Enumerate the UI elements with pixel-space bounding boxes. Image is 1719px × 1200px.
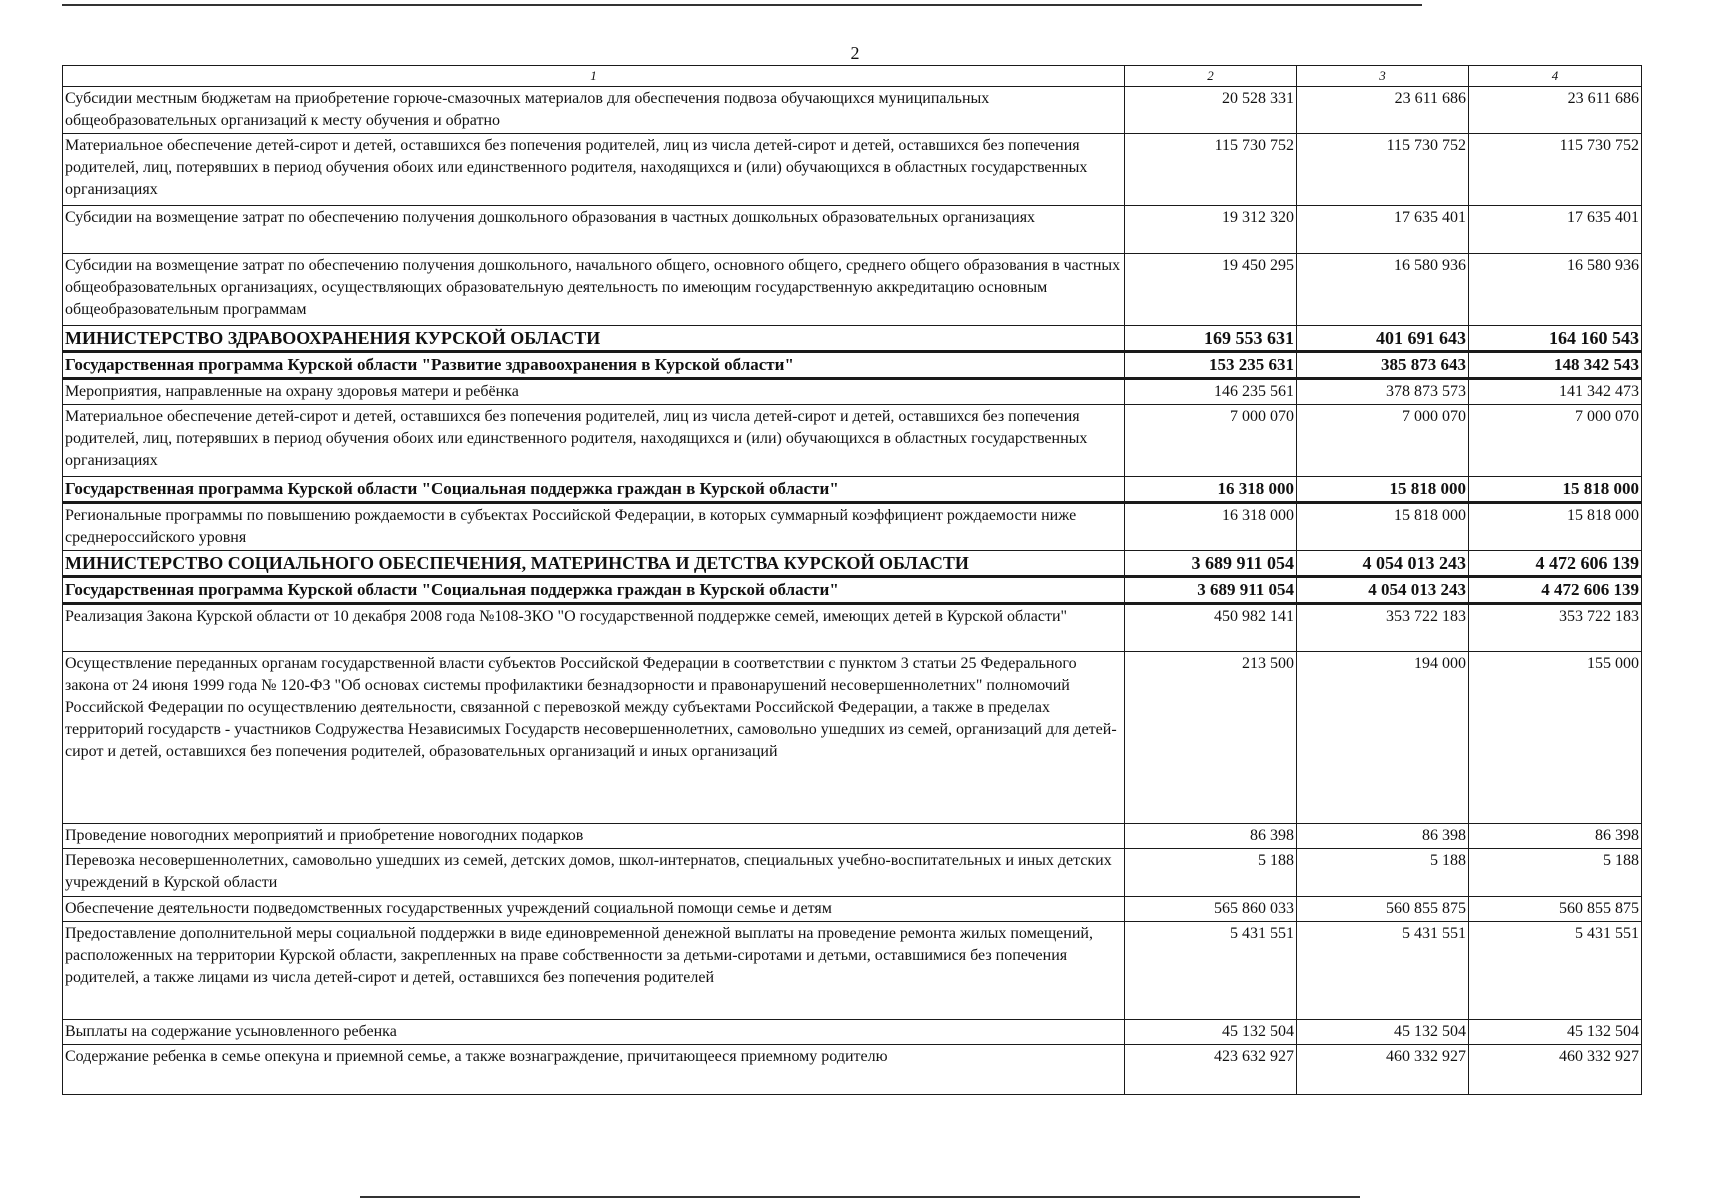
- table-row: [63, 652, 1642, 824]
- row-description: Региональные программы по повышению рождаемости в субъектах Российской Федерации, в которых суммарный коэффициент рождаемости ниже среднероссийского уровня: [63, 503, 1125, 551]
- row-value-col4: 115 730 752: [1469, 134, 1642, 206]
- scan-top-line: [62, 4, 1422, 6]
- column-number-4: 4: [1469, 66, 1642, 87]
- row-value-col4: 17 635 401: [1469, 206, 1642, 254]
- row-value-col2: 5 431 551: [1125, 922, 1297, 1020]
- row-value-col3: 560 855 875: [1297, 897, 1469, 922]
- row-description: Субсидии на возмещение затрат по обеспечению получения дошкольного, начального общего, основного общего, среднего общего образования в частных общеобразовательных организациях, осуществляющих образовательную деятельность по имеющим государственную аккредитацию основным общеобразовательным программам: [63, 254, 1125, 326]
- row-value-col4: 148 342 543: [1469, 352, 1642, 379]
- row-description: Содержание ребенка в семье опекуна и приемной семье, а также вознаграждение, причитающееся приемному родителю: [63, 1045, 1125, 1095]
- row-value-col4: 353 722 183: [1469, 604, 1642, 652]
- row-description: Государственная программа Курской области "Социальная поддержка граждан в Курской области": [63, 577, 1125, 604]
- row-value-col3: 194 000: [1297, 652, 1469, 824]
- row-value-col2: 19 450 295: [1125, 254, 1297, 326]
- row-description: МИНИСТЕРСТВО ЗДРАВООХРАНЕНИЯ КУРСКОЙ ОБЛАСТИ: [63, 326, 1125, 352]
- row-value-col2: 153 235 631: [1125, 352, 1297, 379]
- row-value-col3: 15 818 000: [1297, 503, 1469, 551]
- row-value-col3: 45 132 504: [1297, 1020, 1469, 1045]
- table-row: [63, 1045, 1642, 1095]
- row-value-col3: 460 332 927: [1297, 1045, 1469, 1095]
- program-row: [63, 352, 1642, 379]
- row-value-col4: 4 472 606 139: [1469, 577, 1642, 604]
- row-description: Мероприятия, направленные на охрану здоровья матери и ребёнка: [63, 379, 1125, 405]
- row-value-col2: 86 398: [1125, 824, 1297, 849]
- row-description: Субсидии местным бюджетам на приобретение горюче-смазочных материалов для обеспечения подвоза обучающихся муниципальных общеобразовательных организаций к месту обучения и обратно: [63, 87, 1125, 134]
- row-value-col2: 115 730 752: [1125, 134, 1297, 206]
- table-row: [63, 849, 1642, 897]
- page-number: 2: [850, 43, 860, 63]
- row-description: Выплаты на содержание усыновленного ребенка: [63, 1020, 1125, 1045]
- row-value-col2: 20 528 331: [1125, 87, 1297, 134]
- row-value-col4: 7 000 070: [1469, 405, 1642, 477]
- row-value-col2: 423 632 927: [1125, 1045, 1297, 1095]
- row-description: Предоставление дополнительной меры социальной поддержки в виде единовременной денежной выплаты на проведение ремонта жилых помещений, расположенных на территории Курской области, закрепленных на праве собственности за детьми-сиротами и детьми, оставшимися без попечения родителей, а также лицами из числа детей-сирот и детей, оставшихся без попечения родителей: [63, 922, 1125, 1020]
- row-value-col3: 17 635 401: [1297, 206, 1469, 254]
- row-value-col4: 16 580 936: [1469, 254, 1642, 326]
- column-number-row: [63, 66, 1642, 87]
- row-value-col4: 5 188: [1469, 849, 1642, 897]
- row-value-col3: 23 611 686: [1297, 87, 1469, 134]
- table-row: [63, 503, 1642, 551]
- table-row: [63, 379, 1642, 405]
- column-number-2: 2: [1125, 66, 1297, 87]
- ministry-row: [63, 551, 1642, 577]
- row-description: Реализация Закона Курской области от 10 декабря 2008 года №108-ЗКО "О государственной поддержке семей, имеющих детей в Курской области": [63, 604, 1125, 652]
- row-value-col2: 19 312 320: [1125, 206, 1297, 254]
- row-value-col2: 16 318 000: [1125, 503, 1297, 551]
- row-value-col2: 3 689 911 054: [1125, 551, 1297, 577]
- row-value-col4: 560 855 875: [1469, 897, 1642, 922]
- program-row: [63, 477, 1642, 503]
- row-value-col4: 15 818 000: [1469, 503, 1642, 551]
- column-number-1: 1: [63, 66, 1125, 87]
- program-row: [63, 577, 1642, 604]
- row-description: Проведение новогодних мероприятий и приобретение новогодних подарков: [63, 824, 1125, 849]
- row-value-col2: 213 500: [1125, 652, 1297, 824]
- table-row: [63, 134, 1642, 206]
- row-value-col3: 115 730 752: [1297, 134, 1469, 206]
- table-row: [63, 897, 1642, 922]
- table-row: [63, 922, 1642, 1020]
- row-value-col4: 155 000: [1469, 652, 1642, 824]
- row-value-col4: 4 472 606 139: [1469, 551, 1642, 577]
- row-description: Перевозка несовершеннолетних, самовольно ушедших из семей, детских домов, школ-интернатов, специальных учебно-воспитательных и иных детских учреждений в Курской области: [63, 849, 1125, 897]
- table-row: [63, 604, 1642, 652]
- row-value-col2: 16 318 000: [1125, 477, 1297, 503]
- row-value-col2: 7 000 070: [1125, 405, 1297, 477]
- table-row: [63, 254, 1642, 326]
- row-description: Осуществление переданных органам государственной власти субъектов Российской Федерации в соответствии с пунктом 3 статьи 25 Федерального закона от 24 июня 1999 года № 120-ФЗ "Об основах системы профилактики безнадзорности и правонарушений несовершеннолетних" полномочий Российской Федерации по осуществлению деятельности, связанной с перевозкой между субъектами Российской Федерации, а также в пределах территорий государств - участников Содружества Независимых Государств несовершеннолетних, самовольно ушедших из семей, организаций для детей-сирот и детей, оставшихся без попечения родителей, образовательных организаций и иных организаций: [63, 652, 1125, 824]
- row-value-col4: 460 332 927: [1469, 1045, 1642, 1095]
- row-value-col3: 4 054 013 243: [1297, 551, 1469, 577]
- row-value-col4: 5 431 551: [1469, 922, 1642, 1020]
- row-value-col4: 45 132 504: [1469, 1020, 1642, 1045]
- row-value-col2: 146 235 561: [1125, 379, 1297, 405]
- scan-bottom-line: [360, 1196, 1360, 1198]
- row-description: Материальное обеспечение детей-сирот и детей, оставшихся без попечения родителей, лиц из числа детей-сирот и детей, оставшихся без попечения родителей, лиц, потерявших в период обучения обоих или единственного родителя, находящихся и (или) обучающихся в областных государственных организациях: [63, 405, 1125, 477]
- row-description: Субсидии на возмещение затрат по обеспечению получения дошкольного образования в частных дошкольных образовательных организациях: [63, 206, 1125, 254]
- row-description: Государственная программа Курской области "Социальная поддержка граждан в Курской области": [63, 477, 1125, 503]
- row-value-col3: 7 000 070: [1297, 405, 1469, 477]
- row-value-col4: 86 398: [1469, 824, 1642, 849]
- row-value-col3: 401 691 643: [1297, 326, 1469, 352]
- row-value-col3: 15 818 000: [1297, 477, 1469, 503]
- column-number-3: 3: [1297, 66, 1469, 87]
- row-value-col2: 5 188: [1125, 849, 1297, 897]
- row-value-col4: 164 160 543: [1469, 326, 1642, 352]
- row-value-col2: 45 132 504: [1125, 1020, 1297, 1045]
- budget-table: [62, 65, 1642, 1095]
- row-value-col3: 5 431 551: [1297, 922, 1469, 1020]
- ministry-row: [63, 326, 1642, 352]
- row-description: Государственная программа Курской области "Развитие здравоохранения в Курской области": [63, 352, 1125, 379]
- row-value-col3: 86 398: [1297, 824, 1469, 849]
- row-description: Материальное обеспечение детей-сирот и детей, оставшихся без попечения родителей, лиц из числа детей-сирот и детей, оставшихся без попечения родителей, лиц, потерявших в период обучения обоих или единственного родителя, находящихся и (или) обучающихся в областных государственных организациях: [63, 134, 1125, 206]
- row-value-col4: 23 611 686: [1469, 87, 1642, 134]
- table-row: [63, 824, 1642, 849]
- row-value-col4: 15 818 000: [1469, 477, 1642, 503]
- row-value-col2: 565 860 033: [1125, 897, 1297, 922]
- row-value-col3: 378 873 573: [1297, 379, 1469, 405]
- row-value-col3: 4 054 013 243: [1297, 577, 1469, 604]
- table-row: [63, 206, 1642, 254]
- row-value-col2: 169 553 631: [1125, 326, 1297, 352]
- row-value-col3: 353 722 183: [1297, 604, 1469, 652]
- table-row: [63, 405, 1642, 477]
- row-value-col4: 141 342 473: [1469, 379, 1642, 405]
- row-description: МИНИСТЕРСТВО СОЦИАЛЬНОГО ОБЕСПЕЧЕНИЯ, МАТЕРИНСТВА И ДЕТСТВА КУРСКОЙ ОБЛАСТИ: [63, 551, 1125, 577]
- table-row: [63, 1020, 1642, 1045]
- table-row: [63, 87, 1642, 134]
- row-value-col3: 5 188: [1297, 849, 1469, 897]
- row-value-col3: 385 873 643: [1297, 352, 1469, 379]
- row-value-col2: 450 982 141: [1125, 604, 1297, 652]
- row-value-col2: 3 689 911 054: [1125, 577, 1297, 604]
- row-value-col3: 16 580 936: [1297, 254, 1469, 326]
- row-description: Обеспечение деятельности подведомственных государственных учреждений социальной помощи семье и детям: [63, 897, 1125, 922]
